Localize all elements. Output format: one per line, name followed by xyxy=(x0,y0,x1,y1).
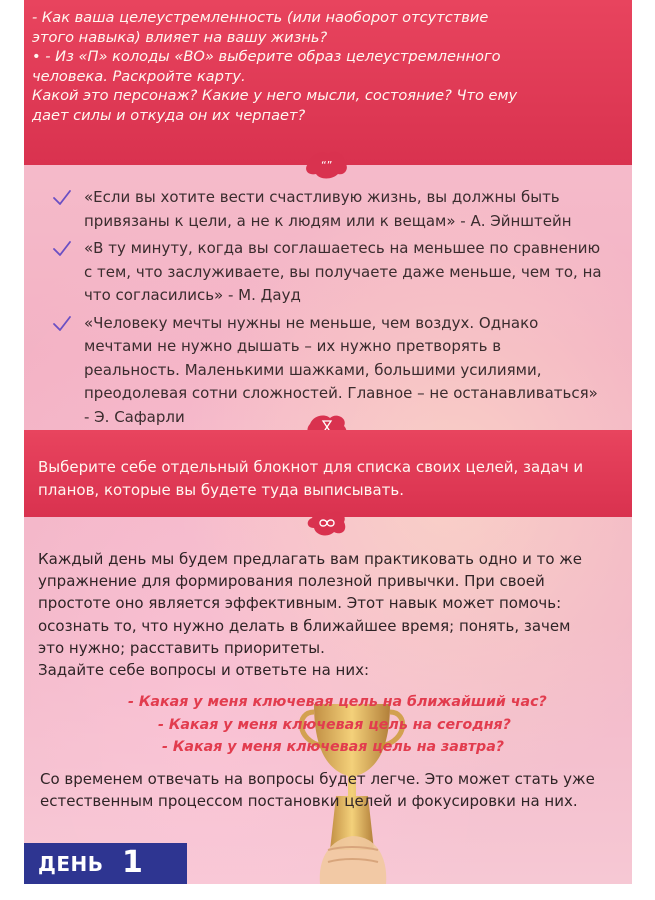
exercise-closing-text: Со временем отвечать на вопросы будет легче. Это может стать уже естественным процессом постановки целей и фокусировки на них. xyxy=(40,770,595,811)
notebook-instruction-text: Выберите себе отдельный блокнот для списка своих целей, задач и планов, которые вы будете туда выписывать. xyxy=(38,458,584,499)
quote-mark-icon xyxy=(304,150,350,180)
svg-text:“”: “” xyxy=(321,159,333,172)
quote-text: «Человеку мечты нужны не меньше, чем воздух. Однако мечтами не нужно дышать – их нужно претворять в реальность. Маленькими шажками, большими усилиями, преодолевая сотни сложностей. Главное – не останавливаться» - Э. Сафарли xyxy=(84,313,598,426)
question-tomorrow: - Какая у меня ключевая цель на завтра? xyxy=(162,739,505,755)
check-icon xyxy=(52,240,72,258)
top-instruction-band xyxy=(24,0,632,165)
day-number: 1 xyxy=(122,845,143,880)
quote-text: «В ту минуту, когда вы соглашаетесь на меньшее по сравнению с тем, что заслуживаете, вы получаете даже меньше, чем то, на что согласились» - М. Дауд xyxy=(84,239,602,304)
day-badge xyxy=(24,843,187,884)
question-today: - Какая у меня ключевая цель на сегодня? xyxy=(158,716,511,733)
exercise-intro-text: Каждый день мы будем предлагать вам практиковать одно и то же упражнение для формирования полезной привычки. При своей простоте оно является эффективным. Этот навык может помочь: осознать то, что нужно делать в ближайшее время; понять, зачем это нужно; расставить приоритеты. Задайте себе вопросы и ответьте на них: xyxy=(38,550,583,680)
question-hour: - Какая у меня ключевая цель на ближайший час? xyxy=(128,694,547,710)
quote-item xyxy=(52,186,627,233)
top-instruction-text: - Как ваша целеустремленность (или наоборот отсутствие этого навыка) влияет на вашу жизнь? • - Из «П» колоды «ВО» выберите образ целеустремленного человека. Раскройте карту. Какой это персонаж? Какие у него мысли, состояние? Что ему дает силы и откуда он их черпает? xyxy=(32,9,518,124)
notebook-instruction-band xyxy=(24,430,632,517)
infinity-icon xyxy=(304,508,350,538)
check-icon xyxy=(52,189,72,207)
day-label: ДЕНЬ xyxy=(38,852,104,876)
page xyxy=(24,0,632,884)
daily-exercise-section xyxy=(38,548,628,811)
quote-text: «Если вы хотите вести счастливую жизнь, вы должны быть привязаны к цели, а не к людям или к вещам» - А. Эйнштейн xyxy=(84,188,572,230)
questions-list xyxy=(38,691,628,759)
quote-item xyxy=(52,237,627,308)
quotes-list xyxy=(52,186,627,429)
check-icon xyxy=(52,315,72,333)
